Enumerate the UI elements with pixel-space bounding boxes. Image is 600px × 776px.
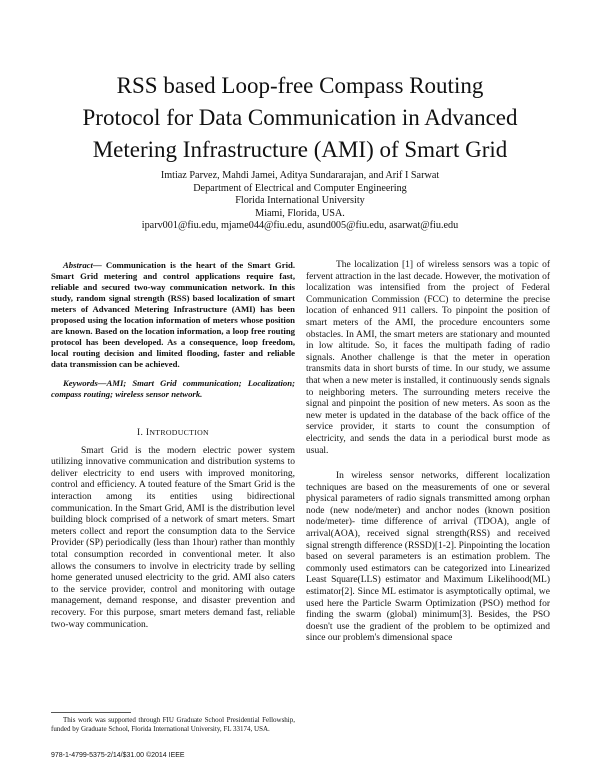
title-line: RSS based Loop-free Compass Routing bbox=[116, 73, 484, 98]
left-column bbox=[51, 260, 295, 631]
copyright-notice: 978-1-4799-5375-2/14/$31.00 ©2014 IEEE bbox=[51, 752, 185, 759]
localization-paragraph: The localization [1] of wireless sensors was a topic of fervent attraction in the last decade. However, the motivation of localization was intensified from the project of Federal Communication Commission (FCC) to determine the precise location of enhanced 911 callers. To pinpoint the position of smart meters of the AMI, the procedure encounters some obstacles. In AMI, the smart meters are stationary and mounted in low altitude. So, it faces the multipath fading of radio signals. Another challenge is that the meter in operation transmits data in short bursts of time. In our study, we assume that when a new meter is installed, it continuously sends signals to neighboring meters. The surrounding meters receive the signal and pinpoint the position of new meters. As soon as the new meter is updated in the database of the back office of the service provider, it starts to count the consumption of electricity, and sends the data in a periodical burst mode as usual. bbox=[306, 260, 550, 456]
section-heading-rest: NTRODUCTION bbox=[149, 428, 209, 437]
title-line: Protocol for Data Communication in Advanced bbox=[82, 105, 518, 130]
keywords: Keywords—AMI; Smart Grid communication; Localization; compass routing; wireless sensor network. bbox=[51, 378, 295, 399]
section-numeral: I. bbox=[137, 428, 144, 438]
wsn-localization-paragraph: In wireless sensor networks, different localization techniques are based on the measurements of one or several physical parameters of radio signals transmitted among orphan node (new node/meter) and anchor nodes (known position node/meter)- time difference of arrival (TDOA), angle of arrival(AOA), received signal strength(RSS) and received signal strength difference (RSSD)[1-2]. Pinpointing the location based on several parameters is an estimation problem. The commonly used estimators can be categorized into Linearized Least Square(LLS) estimator and Maximum Likelihood(ML) estimator[2]. Since ML estimator is asymptotically optimal, we used here the Particle Swarm Optimization (PSO) method for finding the swarm (global) minimum[3]. Besides, the PSO doesn't use the gradient of the problem to be optimized and since our problem's dimensional space bbox=[306, 471, 550, 644]
author-names: Imtiaz Parvez, Mahdi Jamei, Aditya Sundararajan, and Arif I Sarwat bbox=[160, 170, 440, 181]
abstract-lead: Abstract bbox=[63, 260, 93, 270]
author-emails: iparv001@fiu.edu, mjame044@fiu.edu, asund005@fiu.edu, asarwat@fiu.edu bbox=[141, 220, 459, 232]
right-column bbox=[306, 260, 550, 645]
author-university: Florida International University bbox=[235, 195, 365, 207]
section-heading-initial: I bbox=[145, 428, 150, 438]
author-block bbox=[100, 170, 500, 233]
abstract-text: — Communication is the heart of the Smart Grid. Smart Grid metering and control applications require fast, reliable and secured two-way communication network. In this study, random signal strength (RSS) based localization of smart meters of Advanced Metering Infrastructure (AMI) has been proposed using the location information of meters whose position are known. Based on the location information, a loop free routing protocol has been developed. As a consequence, loop freedom, local routing decision and limited flooding, faster and reliable data transmission can be achieved. bbox=[51, 260, 295, 369]
abstract bbox=[51, 260, 295, 370]
title-line: Metering Infrastructure (AMI) of Smart Grid bbox=[92, 137, 508, 162]
author-location: Miami, Florida, USA. bbox=[255, 207, 345, 219]
introduction-paragraph: Smart Grid is the modern electric power system utilizing innovative communication and distribution systems to deliver electricity to end users with improved monitoring, control and efficiency. A touted feature of the Smart Grid is the interaction among its entities using bidirectional communication. In the Smart Grid, AMI is the distribution level building block comprised of a network of smart meters. Smart meters collect and report the consumption data to the Service Provider (SP) periodically (less than 1hour) rather than monthly total consumption recorded in conventional meter. It also allows the consumers to involve in electricity trade by selling home generated unused electricity to the grid. AMI also caters to the service provider, control and monitoring with outage management, demand response, and disaster prevention and recovery. For this purpose, smart meters demand fast, reliable two-way communication. bbox=[51, 445, 295, 630]
author-department: Department of Electrical and Computer Engineering bbox=[193, 182, 407, 194]
paper-title bbox=[40, 70, 560, 166]
section-heading-introduction bbox=[51, 427, 295, 440]
footnote-divider bbox=[51, 712, 131, 713]
footnote: This work was supported through FIU Graduate School Presidential Fellowship, funded by Graduate School, Florida International University, FL 33174, USA. bbox=[51, 716, 295, 733]
